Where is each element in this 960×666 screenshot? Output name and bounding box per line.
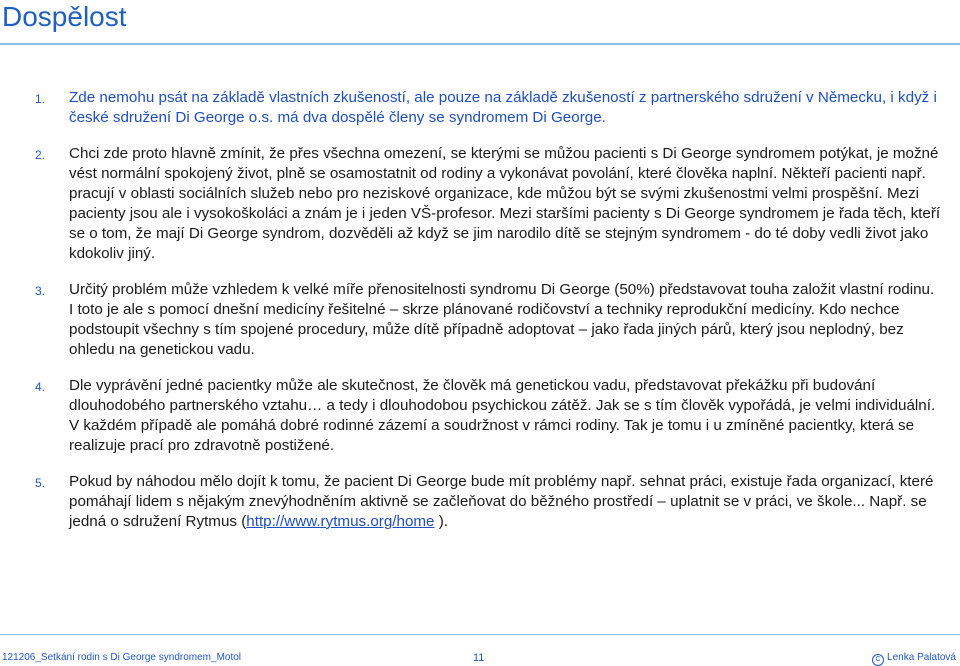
footer-page-number: 11 xyxy=(473,652,485,664)
list-item xyxy=(0,472,941,532)
footer-document-name: 121206_Setkání rodin s Di George syndromem_Motol xyxy=(2,652,242,663)
list-item-number: 4. xyxy=(35,380,46,394)
title-divider xyxy=(0,43,960,45)
list-item xyxy=(0,144,941,264)
list-item-text-before-link: Pokud by náhodou mělo dojít k tomu, že pacient Di George bude mít problémy např. sehnat práci, existuje řada organizací, které pomáhají lidem s nějakým znevýhodněním aktivně se začleňovat do běžného prostředí – uplatnit se v práci, ve škole... Např. se jedná o sdružení Rytmus ( xyxy=(69,473,934,530)
list-item-text: Zde nemohu psát na základě vlastních zkušeností, ale pouze na základě zkušeností z partnerského sdružení v Německu, i když i české sdružení Di George o.s. má dva dospělé členy se syndromem Di George. xyxy=(69,89,937,126)
list-item xyxy=(0,88,941,128)
list-item-number: 3. xyxy=(35,284,46,298)
list-item xyxy=(0,280,941,360)
footer-author-name: Lenka Palatová xyxy=(887,652,956,663)
copyright-icon: C xyxy=(872,654,884,666)
page-title: Dospělost xyxy=(2,1,127,32)
list-item-number: 1. xyxy=(35,92,46,106)
list-item-text-after-link: ). xyxy=(434,513,449,530)
rytmus-link[interactable]: http://www.rytmus.org/home xyxy=(246,513,435,530)
footer-author xyxy=(872,652,956,666)
list-item-text: Určitý problém může vzhledem k velké míře přenositelnosti syndromu Di George (50%) představovat touha založit vlastní rodinu. I toto je ale s pomocí dnešní medicíny řešitelné – skrze plánované rodičovství a techniky reprodukční medicíny. Kdo nechce podstoupit všechny s tím spojené procedury, může dítě případně adoptovat – jako řada jiných párů, který jsou neplodný, bez ohledu na genetickou vadu. xyxy=(69,281,935,358)
list-item-number: 5. xyxy=(35,476,46,490)
list-item xyxy=(0,376,941,456)
list-item-number: 2. xyxy=(35,148,46,162)
list-item-text: Dle vyprávění jedné pacientky může ale skutečnost, že člověk má genetickou vadu, představovat překážku při budování dlouhodobého partnerského vztahu… a tedy i dlouhodobou psychickou zátěž. Jak se s tím člověk vypořádá, je velmi individuální. V každém případě ale pomáhá dobré rodinné zázemí a soudržnost v rámci rodiny. Tak je tomu i u zmíněné pacientky, která se realizuje prací pro zdravotně postižené. xyxy=(69,377,936,454)
numbered-list xyxy=(0,88,960,548)
list-item-text: Chci zde proto hlavně zmínit, že přes všechna omezení, se kterými se můžou pacienti s Di George syndromem potýkat, je možné vést normální spokojený život, plně se osamostatnit od rodiny a vykonávat povolání, které člověka naplní. Někteří pacienti např. pracují v oblasti sociálních služeb nebo pro neziskové organizace, kde můžou být se svými zkušenostmi velmi prospěšní. Mezi pacienty jsou ale i vysokoškoláci a znám je i jeden VŠ-profesor. Mezi staršími pacienty s Di George syndromem je řada těch, kteří se o tom, že mají Di George syndrom, dozvěděli až když se jim narodilo dítě se stejným syndromem - do té doby vedli život jako kdokoliv jiný. xyxy=(69,145,941,262)
footer-divider xyxy=(0,634,960,635)
